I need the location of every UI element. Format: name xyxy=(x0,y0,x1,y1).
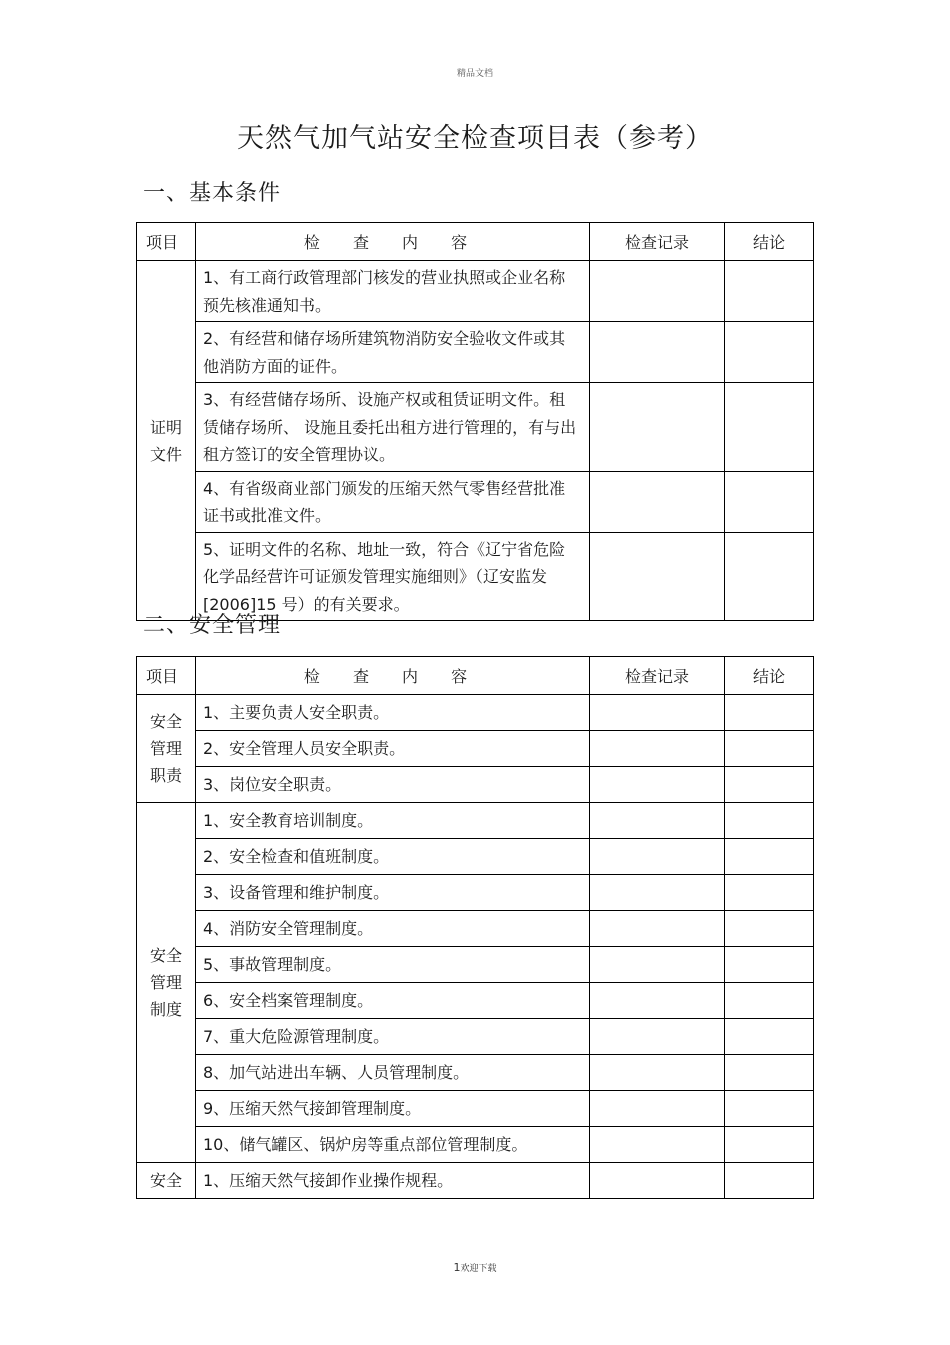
conclusion-cell[interactable] xyxy=(725,947,814,983)
column-header-record: 检查记录 xyxy=(590,657,725,695)
check-record-cell[interactable] xyxy=(590,383,725,472)
check-content: 3、有经营储存场所、设施产权或租赁证明文件。租赁储存场所、 设施且委托出租方进行管理的，有与出租方签订的安全管理协议。 xyxy=(196,383,590,472)
conclusion-cell[interactable] xyxy=(725,695,814,731)
check-record-cell[interactable] xyxy=(590,695,725,731)
check-content: 9、压缩天然气接卸管理制度。 xyxy=(196,1091,590,1127)
check-record-cell[interactable] xyxy=(590,767,725,803)
conclusion-cell[interactable] xyxy=(725,767,814,803)
check-content: 5、证明文件的名称、地址一致，符合《辽宁省危险化学品经营许可证颁发管理实施细则》（辽安监发 [2006]15 号）的有关要求。 xyxy=(196,532,590,621)
check-content: 10、储气罐区、锅炉房等重点部位管理制度。 xyxy=(196,1127,590,1163)
page-number: 1 xyxy=(453,1261,461,1274)
table-row xyxy=(137,471,814,532)
table-row xyxy=(137,1091,814,1127)
conclusion-cell[interactable] xyxy=(725,803,814,839)
check-content: 4、有省级商业部门颁发的压缩天然气零售经营批准证书或批准文件。 xyxy=(196,471,590,532)
conclusion-cell[interactable] xyxy=(725,911,814,947)
check-content: 3、设备管理和维护制度。 xyxy=(196,875,590,911)
conclusion-cell[interactable] xyxy=(725,1055,814,1091)
table-row xyxy=(137,767,814,803)
category-label: 职责 xyxy=(149,766,182,785)
column-header-item: 项目 xyxy=(137,223,196,261)
conclusion-cell[interactable] xyxy=(725,322,814,383)
conclusion-cell[interactable] xyxy=(725,1019,814,1055)
footer-note: 欢迎下载 xyxy=(460,1264,497,1274)
check-record-cell[interactable] xyxy=(590,471,725,532)
conclusion-cell[interactable] xyxy=(725,261,814,322)
conclusion-cell[interactable] xyxy=(725,839,814,875)
check-record-cell[interactable] xyxy=(590,803,725,839)
column-header-conclusion: 结论 xyxy=(725,223,814,261)
category-label: 管理 xyxy=(149,739,182,758)
section-heading-safety-management: 二、安全管理 xyxy=(143,613,282,638)
check-record-cell[interactable] xyxy=(590,322,725,383)
table-row xyxy=(137,983,814,1019)
table-row xyxy=(137,695,814,731)
category-cell xyxy=(137,695,196,803)
category-label: 制度 xyxy=(149,1000,182,1019)
page-footer xyxy=(0,1261,950,1274)
conclusion-cell[interactable] xyxy=(725,471,814,532)
check-content: 5、事故管理制度。 xyxy=(196,947,590,983)
category-label: 安全 xyxy=(149,1171,182,1190)
table-row xyxy=(137,911,814,947)
category-cell xyxy=(137,1163,196,1199)
table-row xyxy=(137,1163,814,1199)
conclusion-cell[interactable] xyxy=(725,731,814,767)
check-content: 4、消防安全管理制度。 xyxy=(196,911,590,947)
column-header-content: 检 查 内 容 xyxy=(196,223,590,261)
check-record-cell[interactable] xyxy=(590,911,725,947)
category-label: 证明 xyxy=(149,417,182,437)
check-record-cell[interactable] xyxy=(590,1091,725,1127)
check-content: 8、加气站进出车辆、人员管理制度。 xyxy=(196,1055,590,1091)
check-record-cell[interactable] xyxy=(590,731,725,767)
conclusion-cell[interactable] xyxy=(725,383,814,472)
conclusion-cell[interactable] xyxy=(725,875,814,911)
check-record-cell[interactable] xyxy=(590,261,725,322)
basic-conditions-table xyxy=(136,222,814,621)
category-label: 安全 xyxy=(149,712,182,731)
table-row xyxy=(137,383,814,472)
conclusion-cell[interactable] xyxy=(725,1127,814,1163)
document-title: 天然气加气站安全检查项目表（参考） xyxy=(237,123,713,154)
category-cell xyxy=(137,261,196,621)
check-content: 1、主要负责人安全职责。 xyxy=(196,695,590,731)
table-row xyxy=(137,731,814,767)
check-record-cell[interactable] xyxy=(590,1163,725,1199)
header-note: 精品文档 xyxy=(456,69,493,79)
category-label: 文件 xyxy=(149,444,182,464)
check-record-cell[interactable] xyxy=(590,1127,725,1163)
column-header-item: 项目 xyxy=(137,657,196,695)
safety-management-table xyxy=(136,656,814,1199)
conclusion-cell[interactable] xyxy=(725,983,814,1019)
table-row xyxy=(137,875,814,911)
check-record-cell[interactable] xyxy=(590,983,725,1019)
check-content: 1、压缩天然气接卸作业操作规程。 xyxy=(196,1163,590,1199)
table-row xyxy=(137,322,814,383)
table-row xyxy=(137,947,814,983)
table-row xyxy=(137,803,814,839)
table-row xyxy=(137,1019,814,1055)
check-record-cell[interactable] xyxy=(590,875,725,911)
check-record-cell[interactable] xyxy=(590,1055,725,1091)
check-content: 3、岗位安全职责。 xyxy=(196,767,590,803)
check-content: 1、有工商行政管理部门核发的营业执照或企业名称预先核准通知书。 xyxy=(196,261,590,322)
column-header-content: 检 查 内 容 xyxy=(196,657,590,695)
check-content: 6、安全档案管理制度。 xyxy=(196,983,590,1019)
check-content: 7、重大危险源管理制度。 xyxy=(196,1019,590,1055)
check-record-cell[interactable] xyxy=(590,839,725,875)
check-record-cell[interactable] xyxy=(590,947,725,983)
check-content: 2、安全检查和值班制度。 xyxy=(196,839,590,875)
table-header-row xyxy=(137,657,814,695)
table-row xyxy=(137,1055,814,1091)
table-row xyxy=(137,839,814,875)
conclusion-cell[interactable] xyxy=(725,1091,814,1127)
category-label: 管理 xyxy=(149,973,182,992)
conclusion-cell[interactable] xyxy=(725,1163,814,1199)
category-label: 安全 xyxy=(149,946,182,965)
category-cell xyxy=(137,803,196,1163)
table-header-row xyxy=(137,223,814,261)
conclusion-cell[interactable] xyxy=(725,532,814,621)
check-record-cell[interactable] xyxy=(590,1019,725,1055)
column-header-conclusion: 结论 xyxy=(725,657,814,695)
check-content: 2、有经营和储存场所建筑物消防安全验收文件或其他消防方面的证件。 xyxy=(196,322,590,383)
column-header-record: 检查记录 xyxy=(590,223,725,261)
section-heading-basic-conditions: 一、基本条件 xyxy=(143,181,282,206)
check-record-cell[interactable] xyxy=(590,532,725,621)
check-content: 2、安全管理人员安全职责。 xyxy=(196,731,590,767)
check-content: 1、安全教育培训制度。 xyxy=(196,803,590,839)
table-row xyxy=(137,261,814,322)
table-row xyxy=(137,1127,814,1163)
